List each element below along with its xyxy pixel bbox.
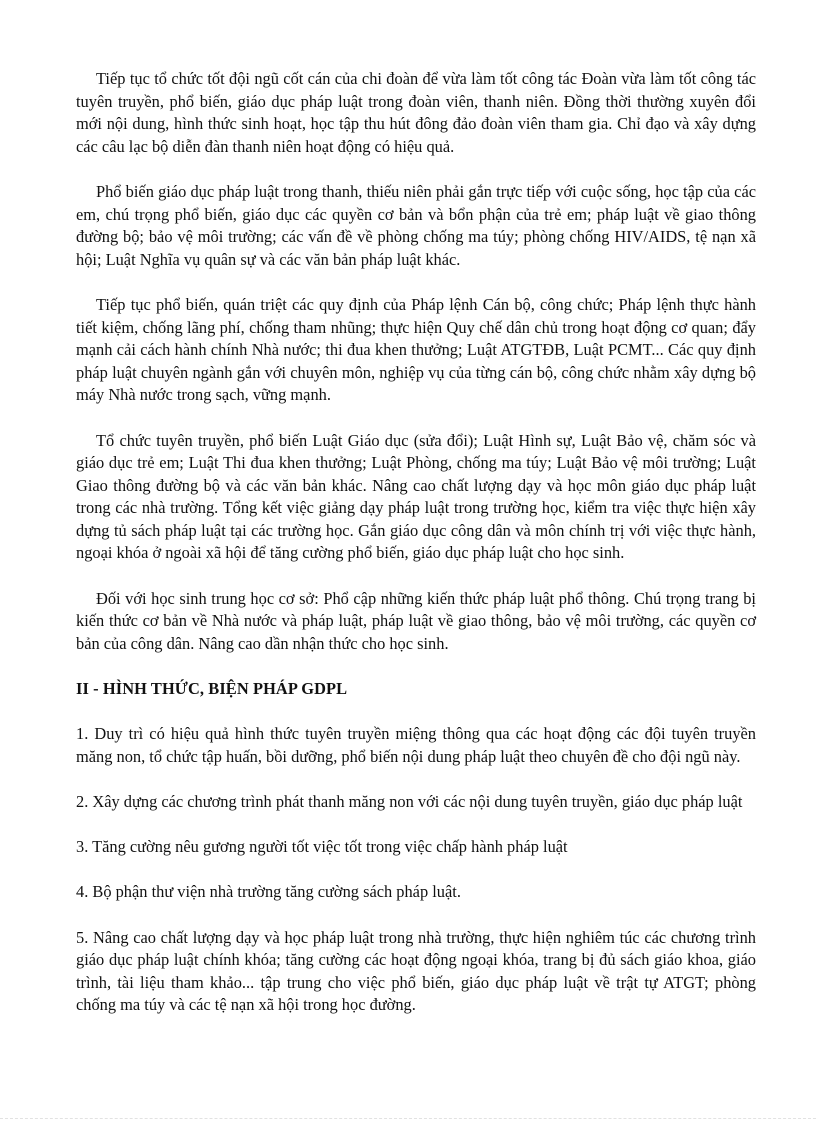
section-heading: II - HÌNH THỨC, BIỆN PHÁP GDPL	[76, 679, 348, 699]
list-item: 5. Nâng cao chất lượng dạy và học pháp luật trong nhà trường, thực hiện nghiêm túc các chương trình giáo dục pháp luật chính khóa; tăng cường các hoạt động ngoại khóa, trang bị đủ sách giáo khoa, giáo trình, tài liệu tham khảo... tập trung cho việc phổ biến, giáo dục pháp luật về trật tự ATGT; phòng chống ma túy và các tệ nạn xã hội trong học đường.	[76, 927, 756, 1015]
page-bottom-divider	[0, 1118, 816, 1119]
document-page	[76, 68, 756, 1040]
list-item: 3. Tăng cường nêu gương người tốt việc tốt trong việc chấp hành pháp luật	[76, 837, 568, 857]
list-item: 1. Duy trì có hiệu quả hình thức tuyên truyền miệng thông qua các hoạt động các đội tuyên truyền măng non, tổ chức tập huấn, bồi dưỡng, phổ biến nội dung pháp luật theo chuyên đề cho đội ngũ này.	[76, 724, 756, 766]
paragraph-youth-education: Phổ biến giáo dục pháp luật trong thanh, thiếu niên phải gắn trực tiếp với cuộc sống, học tập của các em, chú trọng phổ biến, giáo dục các quyền cơ bản và bổn phận của trẻ em; pháp luật về giao thông đường bộ; bảo vệ môi trường; các vấn đề về phòng chống ma túy; phòng chống HIV/AIDS, tệ nạn xã hội; Luật Nghĩa vụ quân sự và các văn bản pháp luật khác.	[76, 181, 756, 269]
paragraph-secondary-students: Đối với học sinh trung học cơ sở: Phổ cập những kiến thức pháp luật phổ thông. Chú trọng trang bị kiến thức cơ bản về Nhà nước và pháp luật, pháp luật về giao thông, bảo vệ môi trường, các quyền cơ bản của công dân. Nâng cao dần nhận thức cho học sinh.	[76, 588, 756, 653]
paragraph-youth-union: Tiếp tục tổ chức tốt đội ngũ cốt cán của chi đoàn để vừa làm tốt công tác Đoàn vừa làm tốt công tác tuyên truyền, phổ biến, giáo dục pháp luật trong đoàn viên, thanh niên. Đồng thời thường xuyên đổi mới nội dung, hình thức sinh hoạt, học tập thu hút đông đảo đoàn viên tham gia. Chỉ đạo và xây dựng các câu lạc bộ diễn đàn thanh niên hoạt động có hiệu quả.	[76, 69, 756, 156]
paragraph-civil-servants: Tiếp tục phổ biến, quán triệt các quy định của Pháp lệnh Cán bộ, công chức; Pháp lệnh thực hành tiết kiệm, chống lãng phí, chống tham nhũng; thực hiện Quy chế dân chủ trong hoạt động cơ quan; đẩy mạnh cải cách hành chính Nhà nước; thi đua khen thưởng; Luật ATGTĐB, Luật PCMT... Các quy định pháp luật chuyên ngành gắn với chuyên môn, nghiệp vụ của từng cán bộ, công chức nhằm xây dựng bộ máy Nhà nước trong sạch, vững mạnh.	[76, 294, 756, 405]
list-item: 4. Bộ phận thư viện nhà trường tăng cường sách pháp luật.	[76, 882, 461, 902]
paragraph-law-dissemination: Tổ chức tuyên truyền, phổ biến Luật Giáo dục (sửa đổi); Luật Hình sự, Luật Bảo vệ, chăm sóc và giáo dục trẻ em; Luật Thi đua khen thưởng; Luật Phòng, chống ma túy; Luật Bảo vệ môi trường; Luật Giao thông đường bộ và các văn bản khác. Nâng cao chất lượng dạy và học môn giáo dục pháp luật trong các nhà trường. Tổng kết việc giảng dạy pháp luật trong trường học, kiểm tra việc thực hiện xây dựng tủ sách pháp luật tại các trường học. Gắn giáo dục công dân và môn chính trị với việc thực hành, ngoại khóa ở ngoài xã hội để tăng cường phổ biến, giáo dục pháp luật cho học sinh.	[76, 430, 756, 563]
list-item: 2. Xây dựng các chương trình phát thanh măng non với các nội dung tuyên truyền, giáo dục pháp luật	[76, 792, 743, 811]
